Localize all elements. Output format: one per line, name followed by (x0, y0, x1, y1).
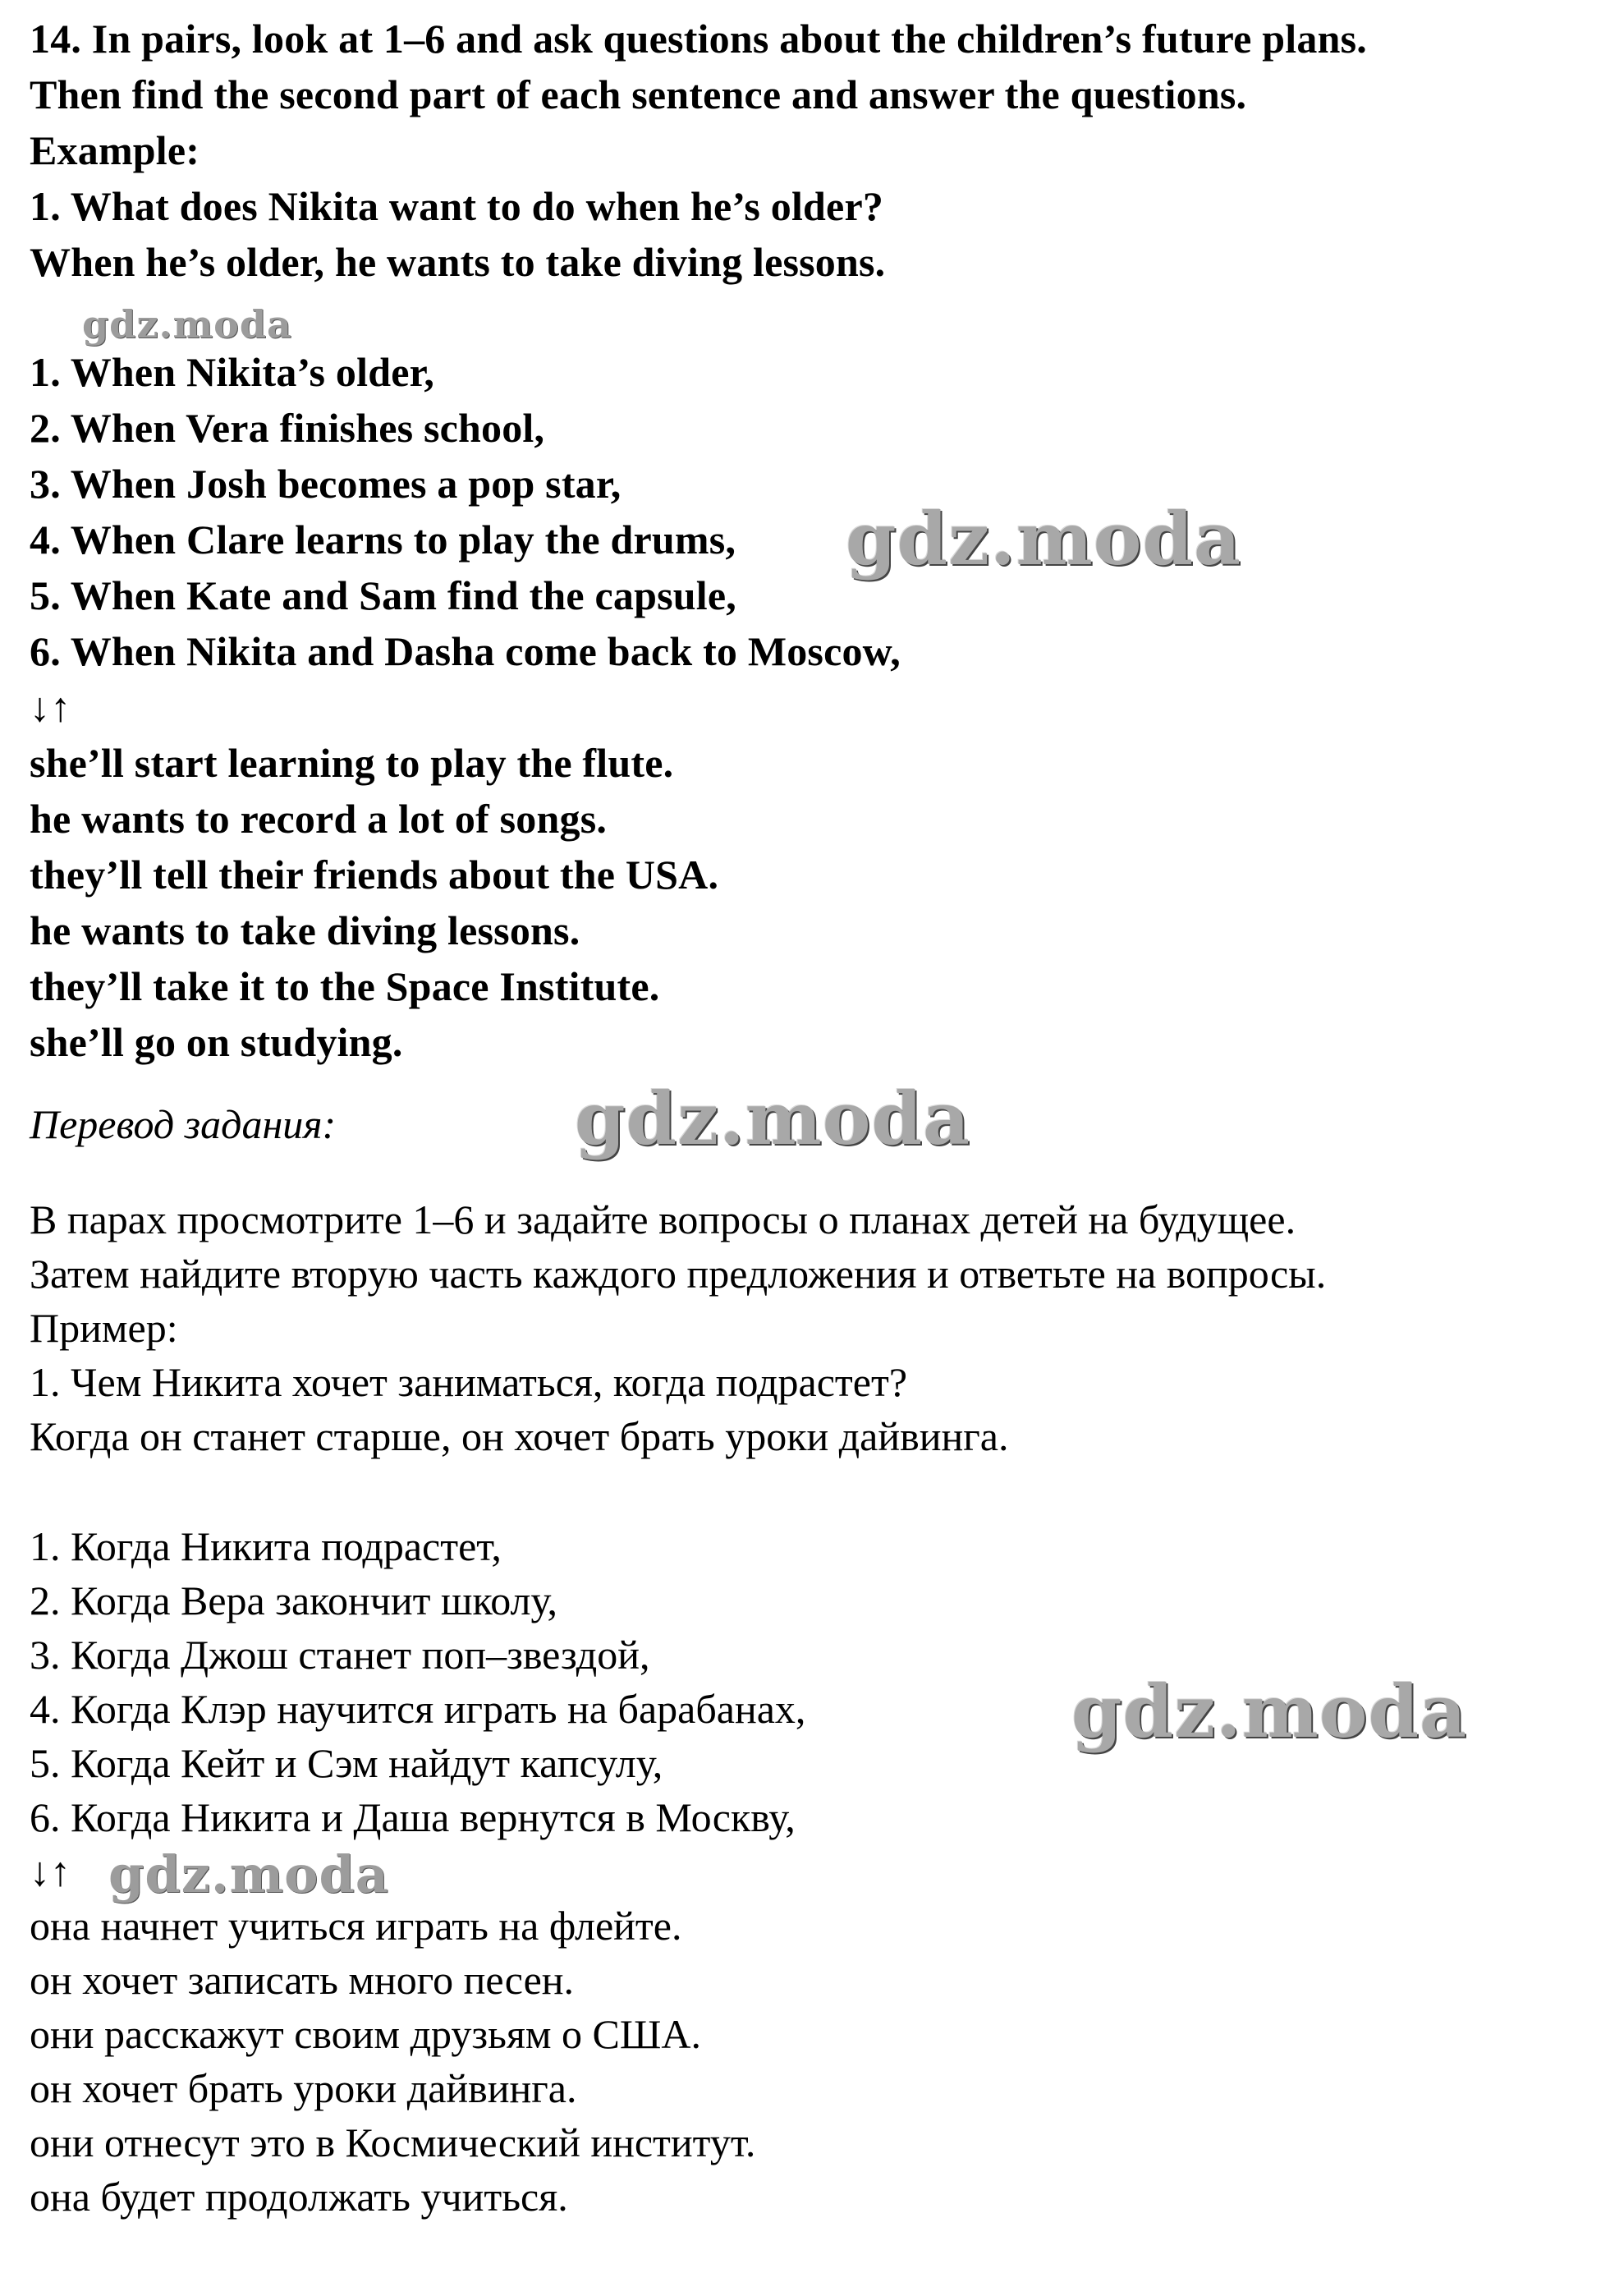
ending-5: they’ll take it to the Space Institute. (30, 963, 660, 1009)
example-answer: When he’s older, he wants to take diving lessons. (30, 239, 886, 285)
watermark-logo: gdz.moda (846, 496, 1242, 581)
translation-ending-2: он хочет записать много песен. (30, 1957, 575, 2003)
translation-ending-6: она будет продолжать учиться. (30, 2174, 568, 2220)
ending-2: he wants to record a lot of songs. (30, 796, 608, 842)
sentence-3: 3. When Josh becomes a pop star, (30, 461, 622, 507)
translation-line1: В парах просмотрите 1–6 и задайте вопросы о планах детей на будущее. (30, 1196, 1296, 1242)
translation-sentence-6: 6. Когда Никита и Даша вернутся в Москву, (30, 1794, 796, 1840)
translation-example-answer: Когда он станет старше, он хочет брать уроки дайвинга. (30, 1413, 1009, 1459)
translation-ending-4: он хочет брать уроки дайвинга. (30, 2065, 577, 2111)
translation-arrows-symbol: ↓↑ (30, 1848, 71, 1894)
example-label: Example: (30, 127, 200, 173)
task-heading-line1: 14. In pairs, look at 1–6 and ask questions about the children’s future plans. (30, 16, 1367, 62)
sentence-5: 5. When Kate and Sam find the capsule, (30, 572, 736, 618)
translation-sentence-5: 5. Когда Кейт и Сэм найдут капсулу, (30, 1740, 663, 1786)
arrows-symbol: ↓↑ (30, 684, 71, 730)
ending-3: they’ll tell their friends about the USA. (30, 852, 719, 898)
translation-ending-5: они отнесут это в Космический институт. (30, 2119, 756, 2165)
translation-example-label: Пример: (30, 1305, 178, 1351)
watermark-logo: gdz.moda (575, 1076, 971, 1161)
ending-6: she’ll go on studying. (30, 1019, 403, 1065)
sentence-4: 4. When Clare learns to play the drums, (30, 517, 736, 563)
sentence-2: 2. When Vera finishes school, (30, 405, 545, 451)
sentence-6: 6. When Nikita and Dasha come back to Moscow, (30, 628, 901, 674)
ending-1: she’ll start learning to play the flute. (30, 740, 674, 786)
translation-example-question: 1. Чем Никита хочет заниматься, когда подрастет? (30, 1359, 908, 1405)
task-heading-line2: Then find the second part of each sentence and answer the questions. (30, 71, 1247, 117)
translation-sentence-3: 3. Когда Джош станет поп–звездой, (30, 1632, 650, 1678)
watermark-logo: gdz.moda (82, 302, 292, 347)
ending-4: he wants to take diving lessons. (30, 907, 580, 953)
example-question: 1. What does Nikita want to do when he’s older? (30, 183, 884, 229)
watermark-logo: gdz.moda (108, 1844, 389, 1904)
translation-sentence-1: 1. Когда Никита подрастет, (30, 1523, 502, 1569)
translation-sentence-4: 4. Когда Клэр научится играть на барабанах, (30, 1686, 806, 1732)
watermark-logo: gdz.moda (1071, 1669, 1468, 1754)
translation-ending-1: она начнет учиться играть на флейте. (30, 1903, 682, 1949)
translation-label: Перевод задания: (30, 1101, 337, 1147)
translation-sentence-2: 2. Когда Вера закончит школу, (30, 1577, 557, 1623)
sentence-1: 1. When Nikita’s older, (30, 349, 435, 395)
translation-line2: Затем найдите вторую часть каждого предложения и ответьте на вопросы. (30, 1251, 1327, 1297)
translation-ending-3: они расскажут своим друзьям о США. (30, 2011, 701, 2057)
